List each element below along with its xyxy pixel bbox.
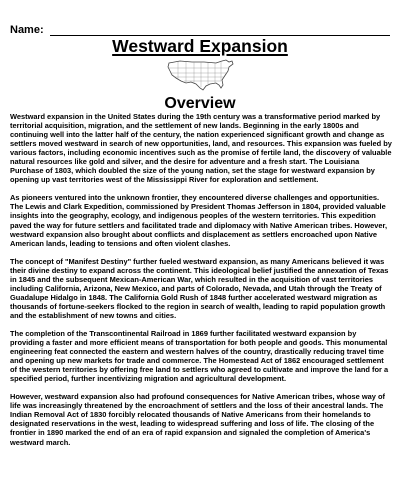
- page-title-text: Westward Expansion: [112, 36, 288, 56]
- name-label: Name:: [10, 24, 44, 36]
- paragraph: The completion of the Transcontinental Railroad in 1869 further facilitated westward expansion by providing a faster and more efficient means of transportation for both people and goods. This monumental engineering feat connected the eastern and western halves of the country, drastically reducing travel time and opening up new markets for trade and commerce. The Homestead Act of 1862 encouraged settlement of the western territories by offering free land to settlers who agreed to cultivate and improve the land for a specified period, further incentivizing migration and agricultural development.: [10, 328, 389, 384]
- paragraph: However, westward expansion also had profound consequences for Native American tribes, whose way of life was increasingly threatened by the encroachment of settlers and the loss of their ancestral lands. The Indian Removal Act of 1830 forcibly relocated thousands of Native Americans from their homelands to designated reservations in the west, leading to widespread suffering and loss of life. The closing of the frontier in 1890 marked the end of an era of rapid expansion and signaled the completion of America's westward march.: [10, 392, 386, 447]
- paragraph: As pioneers ventured into the unknown frontier, they encountered diverse challenges and opportunities. The Lewis and Clark Expedition, commissioned by President Thomas Jefferson in 1804, provided valuable insights into the geography, ecology, and indigenous peoples of the western territories. This expedition paved the way for future settlers and facilitated trade and diplomacy with Native American tribes. However, westward expansion also brought about conflicts and displacement as settlers encroached upon Native American lands, leading to tensions and often violent clashes.: [10, 193, 388, 248]
- us-map-icon: [166, 57, 236, 95]
- paragraph: The concept of "Manifest Destiny" further fueled westward expansion, as many Americans believed it was their divine destiny to expand across the continent. This ideological belief justified the annexation of Texas in 1845 and the subsequent Mexican-American War, which resulted in the acquisition of vast territories including California, Arizona, New Mexico, and parts of Colorado, Nevada, and Utah through the Treaty of Guadalupe Hidalgo in 1848. The California Gold Rush of 1848 further accelerated westward migration as thousands of fortune-seekers flocked to the region in search of wealth, leading to rapid population growth and the establishment of new towns and cities.: [10, 256, 389, 320]
- section-heading: Overview: [164, 95, 236, 112]
- name-field-line: [50, 26, 390, 36]
- body-text: [10, 112, 392, 456]
- paragraph: Westward expansion in the United States during the 19th century was a transformative period marked by territorial acquisition, migration, and the settlement of new lands. Beginning in the early 1800s and continuing well into the latter half of the century, the nation experienced significant growth and change as settlers moved westward in search of new opportunities, land, and resources. This expansion was fueled by various factors, including economic incentives such as the promise of fertile land, the discovery of valuable natural resources like gold and silver, and the desire for adventure and a fresh start. The Louisiana Purchase of 1803, which doubled the size of the young nation, set the stage for westward expansion by opening up vast territories west of the Mississippi River for exploration and settlement.: [10, 112, 392, 185]
- page-title: [0, 36, 400, 56]
- name-row: [10, 22, 390, 36]
